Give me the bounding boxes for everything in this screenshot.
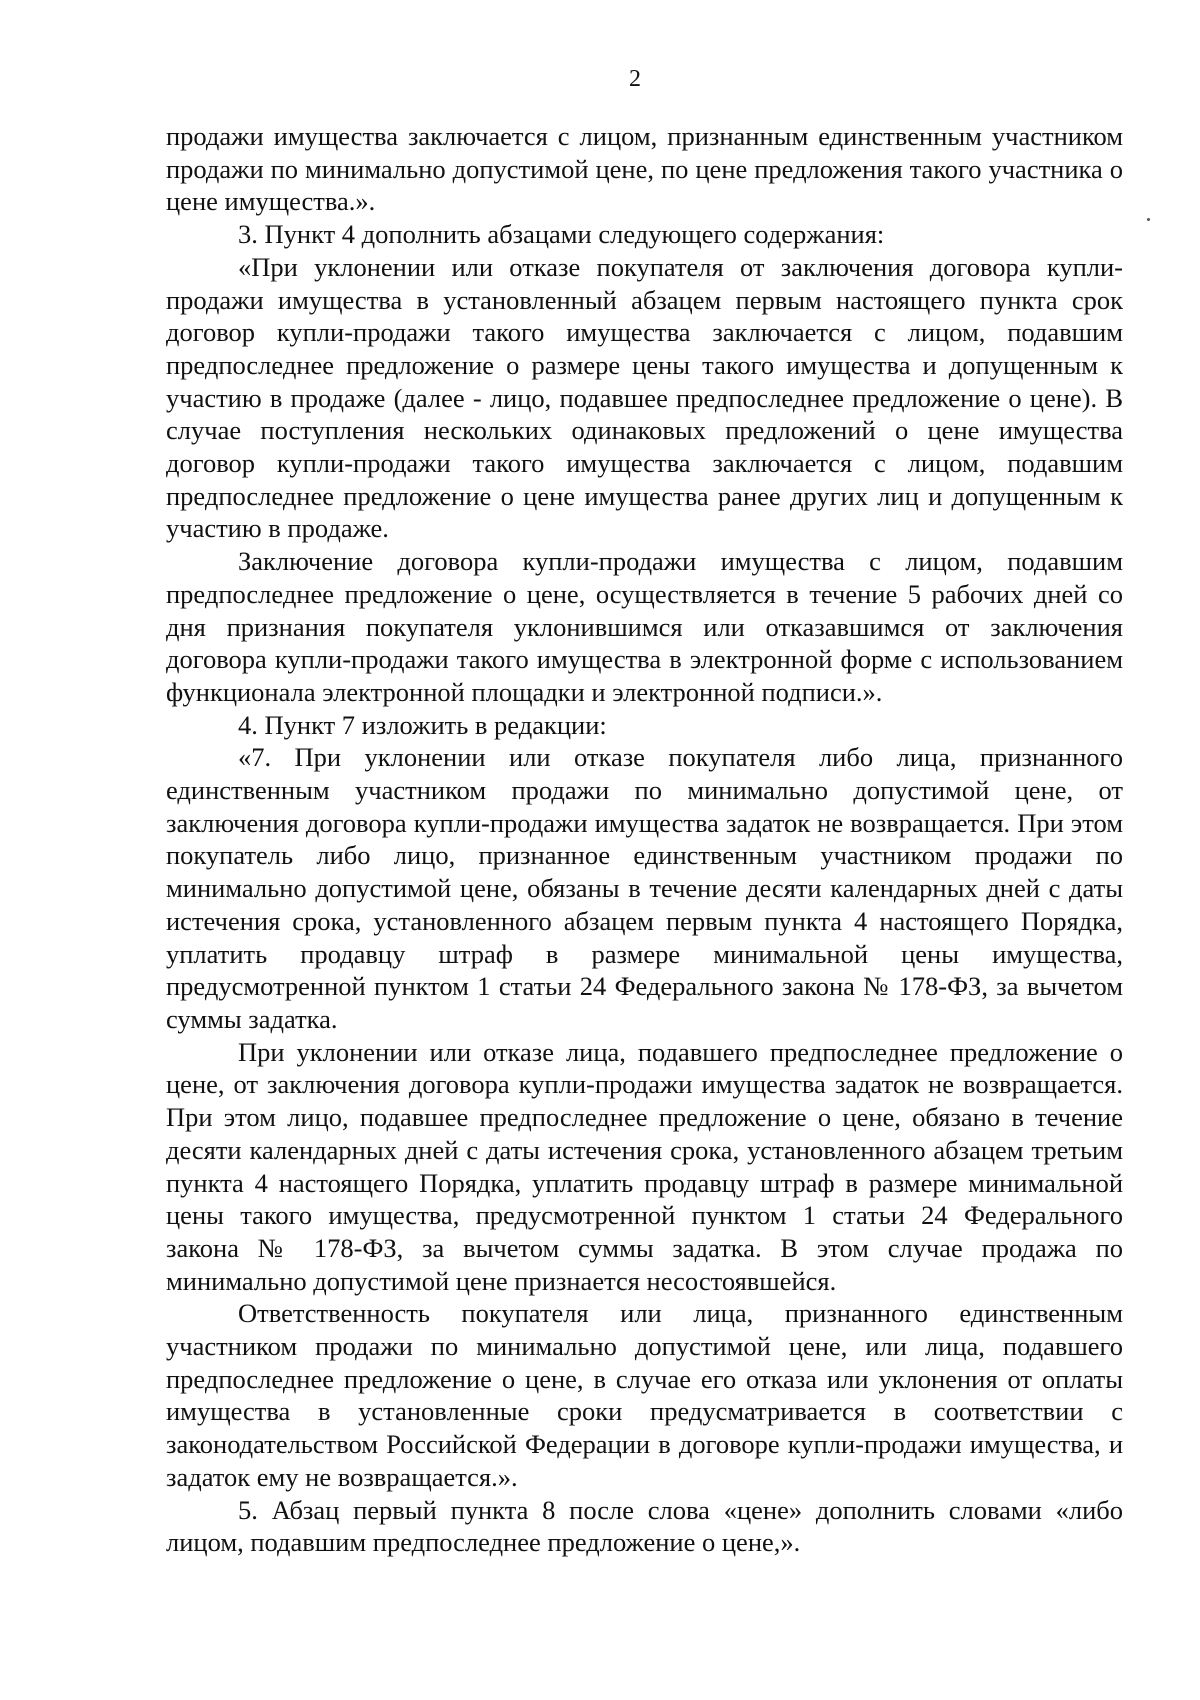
paragraph-item-4-quote-continued: При уклонении или отказе лица, подавшего предпоследнее предложение о цене, от заключения договора купли-продажи имущества задаток не возвращается. При этом лицо, подавшее предпоследнее предложение о цене, обязано в течение десяти календарных дней с даты истечения срока, установленного абзацем третьим пункта 4 настоящего Порядка, уплатить продавцу штраф в размере минимальной цены такого имущества, предусмотренной пунктом 1 статьи 24 Федерального закона № 178-ФЗ, за вычетом суммы задатка. В этом случае продажа по минимально допустимой цене признается несостоявшейся. bbox=[166, 1036, 1123, 1296]
scan-speck bbox=[1147, 218, 1150, 221]
paragraph-item-3: 3. Пункт 4 дополнить абзацами следующего содержания: bbox=[238, 219, 885, 250]
document-body bbox=[166, 120, 1123, 1559]
paragraph-item-3-quote: «При уклонении или отказе покупателя от заключения договора купли-продажи имущества в установленный абзацем первым настоящего пункта срок договор купли-продажи такого имущества заключается с лицом, подавшим предпоследнее предложение о размере цены такого имущества и допущенным к участию в продаже (далее - лицо, подавшее предпоследнее предложение о цене). В случае поступления нескольких одинаковых предложений о цене имущества договор купли-продажи такого имущества заключается с лицом, подавшим предпоследнее предложение о цене имущества ранее других лиц и допущенным к участию в продаже. bbox=[166, 251, 1123, 544]
paragraph-item-5: 5. Абзац первый пункта 8 после слова «цене» дополнить словами «либо лицом, подавшим предпоследнее предложение о цене,». bbox=[166, 1494, 1123, 1558]
paragraph-item-4-quote: «7. При уклонении или отказе покупателя либо лица, признанного единственным участником продажи по минимально допустимой цене, от заключения договора купли-продажи имущества задаток не возвращается. При этом покупатель либо лицо, признанное единственным участником продажи по минимально допустимой цене, обязаны в течение десяти календарных дней с даты истечения срока, установленного абзацем первым пункта 4 настоящего Порядка, уплатить продавцу штраф в размере минимальной цены имущества, предусмотренной пунктом 1 статьи 24 Федерального закона № 178-ФЗ, за вычетом суммы задатка. bbox=[166, 742, 1123, 1034]
page-number: 2 bbox=[629, 66, 641, 92]
paragraph-item-4: 4. Пункт 7 изложить в редакции: bbox=[238, 709, 607, 740]
paragraph-item-3-quote-continued: Заключение договора купли-продажи имущества с лицом, подавшим предпоследнее предложение о цене, осуществляется в течение 5 рабочих дней со дня признания покупателя уклонившимся или отказавшимся от заключения договора купли-продажи такого имущества в электронной форме с использованием функционала электронной площадки и электронной подписи.». bbox=[166, 546, 1123, 707]
paragraph-continuation: продажи имущества заключается с лицом, признанным единственным участником продажи по минимально допустимой цене, по цене предложения такого участника о цене имущества.». bbox=[166, 121, 1123, 217]
paragraph-item-4-quote-final: Ответственность покупателя или лица, признанного единственным участником продажи по минимально допустимой цене, или лица, подавшего предпоследнее предложение о цене, в случае его отказа или уклонения от оплаты имущества в установленные сроки предусматривается в соответствии с законодательством Российской Федерации в договоре купли-продажи имущества, и задаток ему не возвращается.». bbox=[166, 1298, 1123, 1492]
